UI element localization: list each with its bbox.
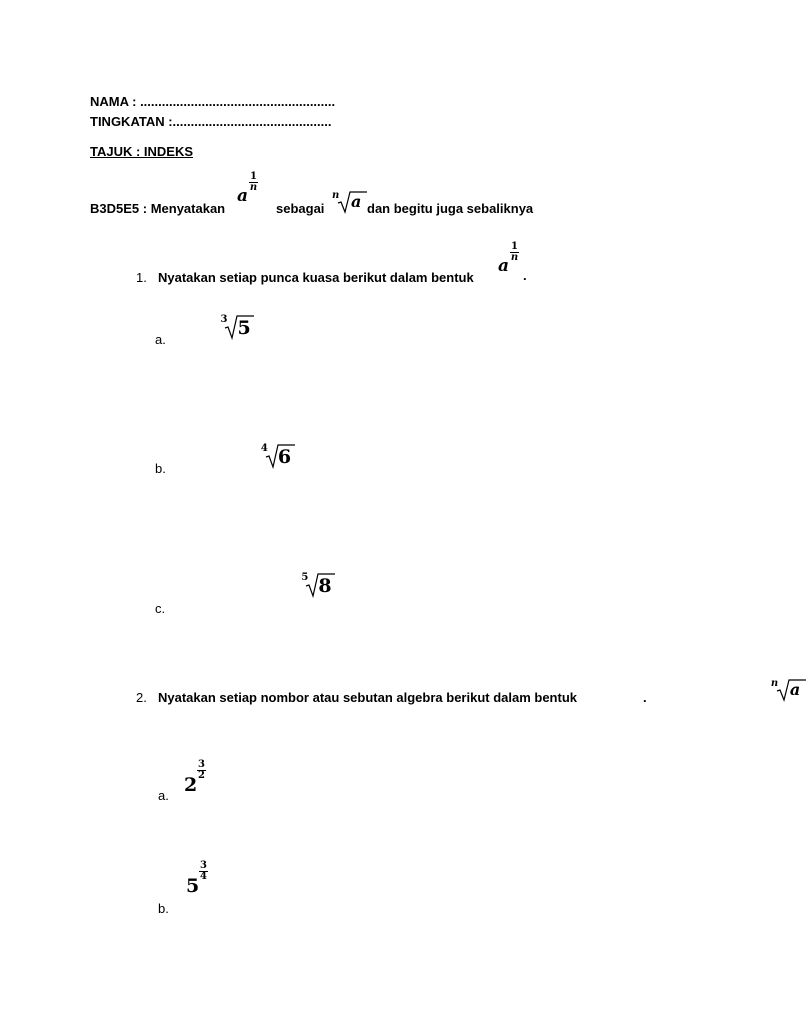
q2-a-label: a. [158, 788, 169, 803]
topic-title: TAJUK : INDEKS [90, 144, 194, 159]
objective-middle-text: sebagai [276, 201, 325, 216]
q1-form-base: a [498, 256, 510, 276]
q1-form-exponent: 1 n [510, 241, 519, 263]
q2-period: . [643, 690, 647, 705]
q2-b-power: 5 3 4 [186, 860, 207, 897]
nama-field: NAMA : ...................................................... [90, 94, 336, 109]
q1-c-root: 5 8 [301, 572, 337, 600]
objective-power-expression [237, 172, 267, 208]
q1-c-label: c. [155, 601, 166, 616]
q1-number: 1. [136, 270, 147, 285]
objective-code: B3D5E5 : Menyatakan [90, 201, 226, 216]
power-base: a [237, 186, 249, 206]
root-index: n [332, 190, 340, 201]
q2-number: 2. [136, 690, 147, 705]
q1-text: Nyatakan setiap punca kuasa berikut dalam bentuk [158, 270, 474, 285]
objective-root-expression [332, 190, 368, 216]
q2-text: Nyatakan setiap nombor atau sebutan algebra berikut dalam bentuk [158, 690, 577, 705]
objective-end-text: dan begitu juga sebaliknya [367, 201, 534, 216]
q1-a-root: 3 5 [220, 314, 256, 342]
q1-a-label: a. [155, 332, 166, 347]
q2-form-root: n a [771, 678, 807, 704]
q1-b-label: b. [155, 461, 166, 476]
root-radicand: a [351, 192, 362, 211]
q1-form-expression [498, 242, 526, 278]
q2-b-label: b. [158, 901, 169, 916]
q1-period: . [523, 268, 527, 283]
q1-b-root: 4 6 [261, 443, 297, 471]
tingkatan-field: TINGKATAN :............................................ [90, 114, 332, 129]
q2-a-power: 2 3 2 [184, 759, 205, 796]
power-exponent: 1 n [249, 171, 258, 193]
